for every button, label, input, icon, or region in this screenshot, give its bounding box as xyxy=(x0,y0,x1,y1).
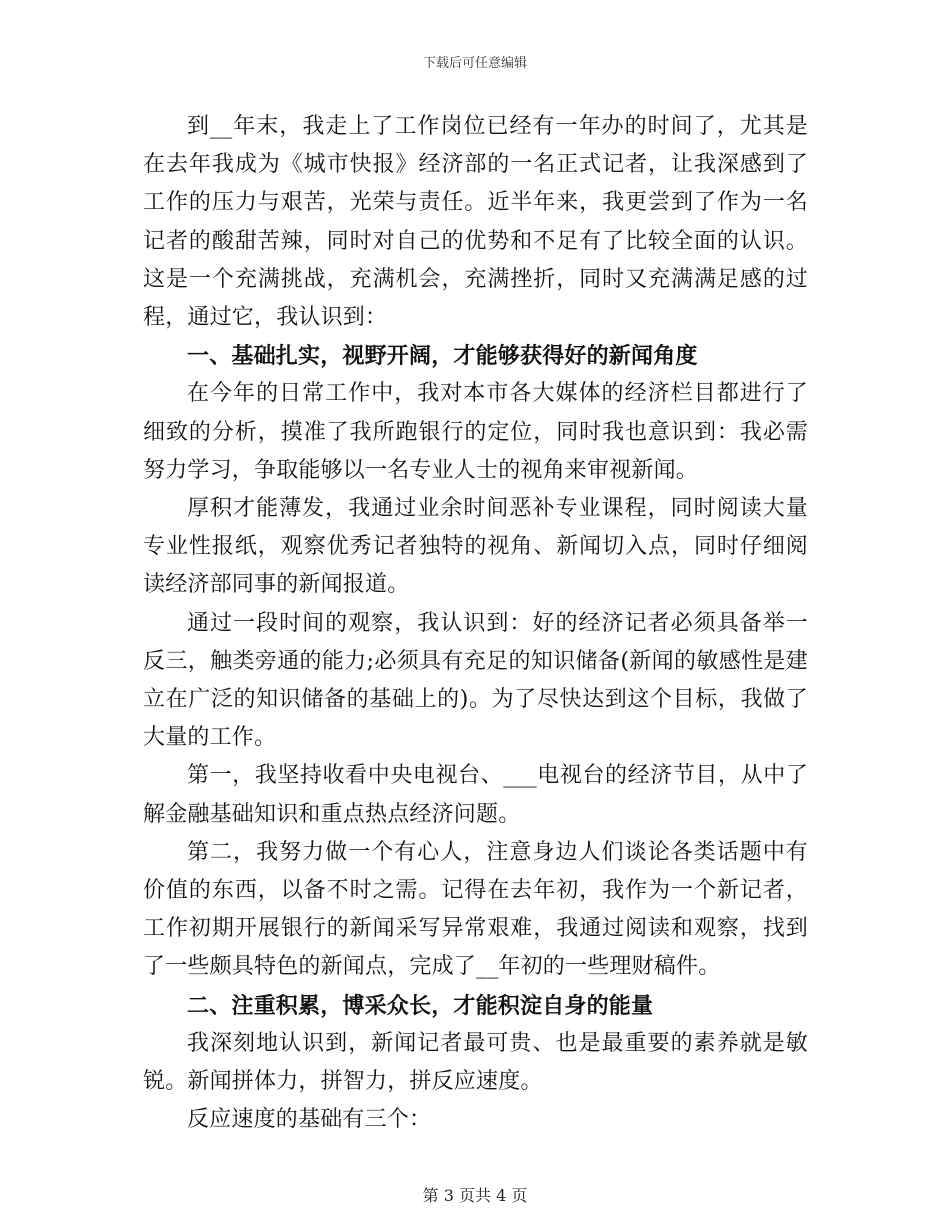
page-footer: 第 3 页共 4 页 xyxy=(422,1186,528,1205)
paragraph: 在今年的日常工作中，我对本市各大媒体的经济栏目都进行了细致的分析，摸准了我所跑银行的定位，同时我也意识到：我必需努力学习，争取能够以一名专业人士的视角来审视新闻。 xyxy=(143,381,808,483)
document-body xyxy=(143,108,808,1139)
page-header: 下载后可任意编辑 xyxy=(422,56,527,71)
section-heading: 二、注重积累，博采众长，才能积淀自身的能量 xyxy=(187,992,654,1019)
section-heading: 一、基础扎实，视野开阔，才能够获得好的新闻角度 xyxy=(187,343,698,370)
paragraph: 我深刻地认识到，新闻记者最可贵、也是最重要的素养就是敏锐。新闻拼体力，拼智力，拼反应速度。 xyxy=(143,1030,808,1095)
paragraph: 反应速度的基础有三个： xyxy=(187,1107,432,1133)
paragraph: 厚积才能薄发，我通过业余时间恶补专业课程，同时阅读大量专业性报纸，观察优秀记者独特的视角、新闻切入点，同时仔细阅读经济部同事的新闻报道。 xyxy=(143,496,808,598)
paragraph: 到__年末，我走上了工作岗位已经有一年办的时间了，尤其是在去年我成为《城市快报》经济部的一名正式记者，让我深感到了工作的压力与艰苦，光荣与责任。近半年来，我更尝到了作为一名记者的酸甜苦辣，同时对自己的优势和不足有了比较全面的认识。这是一个充满挑战，充满机会，充满挫折，同时又充满满足感的过程，通过它，我认识到： xyxy=(143,114,808,331)
paragraph: 第一，我坚持收看中央电视台、___电视台的经济节目，从中了解金融基础知识和重点热点经济问题。 xyxy=(143,763,808,827)
paragraph: 第二，我努力做一个有心人，注意身边人们谈论各类话题中有价值的东西，以备不时之需。记得在去年初，我作为一个新记者，工作初期开展银行的新闻采写异常艰难，我通过阅读和观察，找到了一些颇具特色的新闻点，完成了__年初的一些理财稿件。 xyxy=(143,839,808,980)
paragraph: 通过一段时间的观察，我认识到：好的经济记者必须具备举一反三，触类旁通的能力;必须具有充足的知识储备(新闻的敏感性是建立在广泛的知识储备的基础上的)。为了尽快达到这个目标，我做了大量的工作。 xyxy=(143,610,808,751)
